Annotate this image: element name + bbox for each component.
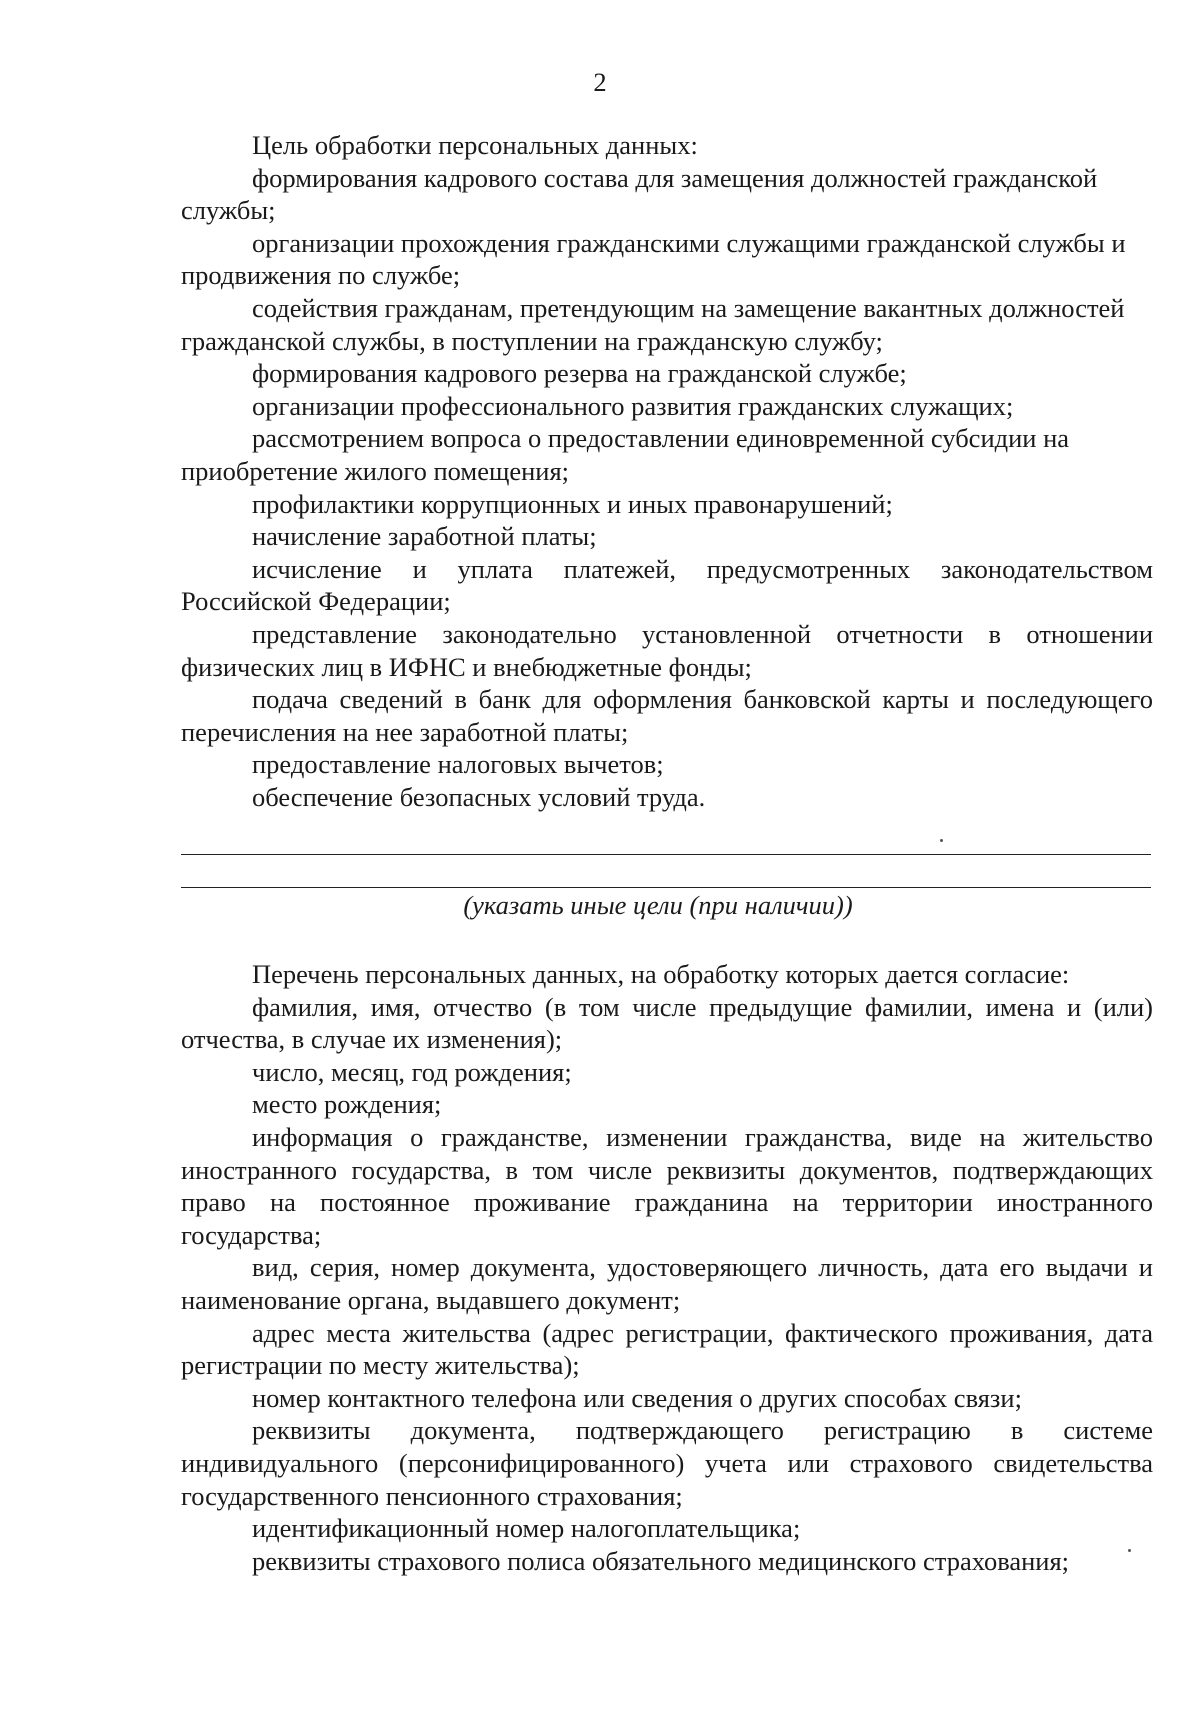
data-list-heading: Перечень персональных данных, на обработку которых дается согласие:	[252, 959, 1070, 989]
other-purposes-line	[181, 887, 1151, 888]
data-list-item: номер контактного телефона или сведения о других способах связи;	[252, 1382, 1022, 1413]
purpose-item: исчисление и уплата платежей, предусмотренных законодательством Российской Федерации;	[181, 553, 1153, 617]
scan-speck	[940, 839, 943, 842]
data-list-item: вид, серия, номер документа, удостоверяющего личность, дата его выдачи и наименование органа, выдавшего документ;	[181, 1252, 1153, 1315]
other-purposes-caption: (указать иные цели (при наличии))	[463, 890, 853, 920]
other-purposes-line	[181, 854, 1151, 855]
purpose-item: предоставление налоговых вычетов;	[252, 749, 664, 780]
purpose-item: формирования кадрового резерва на гражданской службе;	[252, 358, 907, 389]
scan-speck	[1128, 1549, 1131, 1552]
data-list-item: идентификационный номер налогоплательщика;	[252, 1513, 801, 1544]
purposes-section	[181, 129, 1153, 813]
data-list-item: реквизиты страхового полиса обязательного медицинского страхования;	[252, 1545, 1070, 1576]
data-list-item: адрес места жительства (адрес регистрации, фактического проживания, дата регистрации по месту жительства);	[181, 1317, 1153, 1381]
data-list-item: место рождения;	[252, 1089, 442, 1120]
purpose-item: начисление заработной платы;	[252, 521, 597, 552]
purpose-item: рассмотрением вопроса о предоставлении единовременной субсидии на приобретение жилого помещения;	[181, 423, 1070, 486]
purpose-item: представление законодательно установленной отчетности в отношении физических лиц в ИФНС и внебюджетные фонды;	[181, 618, 1153, 682]
purpose-item: профилактики коррупционных и иных правонарушений;	[252, 488, 893, 519]
data-list-section	[181, 958, 1153, 1577]
purpose-item: обеспечение безопасных условий труда.	[252, 781, 706, 812]
data-list-item: фамилия, имя, отчество (в том числе предыдущие фамилии, имена и (или) отчества, в случае их изменения);	[181, 991, 1153, 1055]
data-list-item: информация о гражданстве, изменении гражданства, виде на жительство иностранного государства, в том числе реквизиты документов, подтверждающих право на постоянное проживание гражданина на территории иностранного государства;	[181, 1121, 1153, 1250]
data-list-item: число, месяц, год рождения;	[252, 1056, 572, 1087]
purpose-item: организации прохождения гражданскими служащими гражданской службы и продвижения по службе;	[181, 227, 1126, 291]
page-number: 2	[593, 67, 607, 97]
purpose-item: содействия гражданам, претендующим на замещение вакантных должностей гражданской службы, в поступлении на гражданскую службу;	[181, 292, 1125, 356]
purposes-heading: Цель обработки персональных данных:	[252, 130, 698, 160]
purpose-item: формирования кадрового состава для замещения должностей гражданской службы;	[181, 162, 1098, 226]
data-list-item: реквизиты документа, подтверждающего регистрацию в системе индивидуального (персонифицированного) учета или страхового свидетельства государственного пенсионного страхования;	[181, 1415, 1153, 1511]
purpose-item: организации профессионального развития гражданских служащих;	[252, 390, 1014, 421]
purpose-item: подача сведений в банк для оформления банковской карты и последующего перечисления на нее заработной платы;	[181, 684, 1153, 747]
